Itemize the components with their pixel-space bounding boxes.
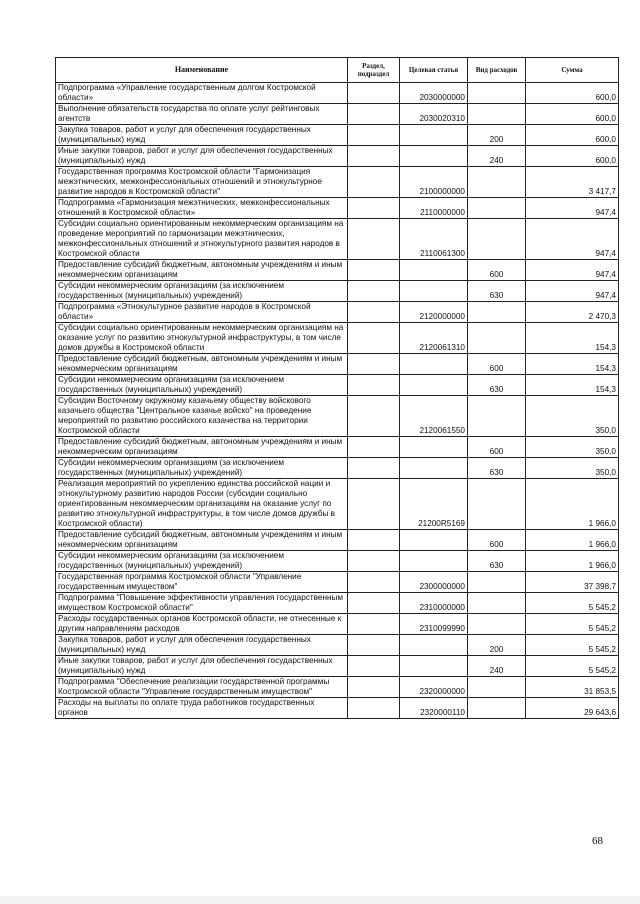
header-amount: Сумма xyxy=(526,58,619,83)
row-expense-type-cell: 200 xyxy=(468,635,526,656)
row-name-cell: Субсидии социально ориентированным некоммерческим организациям на оказание услуг по развитию этнокультурной инфраструктуры, в том числе домов дружбы в Костромской области xyxy=(56,323,348,354)
row-section-cell xyxy=(348,479,400,530)
row-name-cell: Субсидии некоммерческим организациям (за исключением государственных (муниципальных) учреждений) xyxy=(56,375,348,396)
row-name-cell: Предоставление субсидий бюджетным, автономным учреждениям и иным некоммерческим организациям xyxy=(56,354,348,375)
row-amount-cell: 947,4 xyxy=(526,219,619,260)
row-section-cell xyxy=(348,437,400,458)
row-expense-type-cell xyxy=(468,593,526,614)
row-section-cell xyxy=(348,458,400,479)
row-name-cell: Подпрограмма "Обеспечение реализации государственной программы Костромской области "Управление государственным имуществом" xyxy=(56,677,348,698)
row-expense-type-cell xyxy=(468,219,526,260)
row-expense-type-cell: 600 xyxy=(468,354,526,375)
header-expense-type: Вид расходов xyxy=(468,58,526,83)
row-name-cell: Подпрограмма «Управление государственным долгом Костромской области» xyxy=(56,83,348,104)
row-expense-type-cell xyxy=(468,83,526,104)
table-row xyxy=(56,677,619,698)
table-row xyxy=(56,260,619,281)
row-name-cell: Закупка товаров, работ и услуг для обеспечения государственных (муниципальных) нужд xyxy=(56,635,348,656)
row-amount-cell: 154,3 xyxy=(526,354,619,375)
row-name-cell: Выполнение обязательств государства по оплате услуг рейтинговых агентств xyxy=(56,104,348,125)
row-amount-cell: 1 966,0 xyxy=(526,479,619,530)
row-cost-item-cell: 2100000000 xyxy=(400,167,468,198)
header-section: Раздел, подраздел xyxy=(348,58,400,83)
row-amount-cell: 29 643,6 xyxy=(526,698,619,719)
header-name: Наименование xyxy=(56,58,348,83)
row-amount-cell: 5 545,2 xyxy=(526,593,619,614)
row-amount-cell: 154,3 xyxy=(526,323,619,354)
table-row xyxy=(56,281,619,302)
row-expense-type-cell: 600 xyxy=(468,437,526,458)
row-expense-type-cell xyxy=(468,698,526,719)
row-expense-type-cell xyxy=(468,572,526,593)
row-section-cell xyxy=(348,167,400,198)
row-expense-type-cell: 240 xyxy=(468,656,526,677)
table-row xyxy=(56,437,619,458)
table-row xyxy=(56,614,619,635)
row-amount-cell: 3 417,7 xyxy=(526,167,619,198)
table-row xyxy=(56,83,619,104)
row-amount-cell: 5 545,2 xyxy=(526,656,619,677)
row-amount-cell: 947,4 xyxy=(526,281,619,302)
row-cost-item-cell xyxy=(400,437,468,458)
row-cost-item-cell xyxy=(400,530,468,551)
row-amount-cell: 947,4 xyxy=(526,198,619,219)
row-cost-item-cell: 2030000000 xyxy=(400,83,468,104)
row-cost-item-cell: 2320000000 xyxy=(400,677,468,698)
table-header-row xyxy=(56,58,619,83)
row-expense-type-cell xyxy=(468,479,526,530)
row-amount-cell: 600,0 xyxy=(526,125,619,146)
row-name-cell: Предоставление субсидий бюджетным, автономным учреждениям и иным некоммерческим организациям xyxy=(56,437,348,458)
table-row xyxy=(56,635,619,656)
table-row xyxy=(56,198,619,219)
row-cost-item-cell: 2120061550 xyxy=(400,396,468,437)
row-cost-item-cell xyxy=(400,260,468,281)
row-section-cell xyxy=(348,104,400,125)
row-expense-type-cell: 600 xyxy=(468,530,526,551)
page-number: 68 xyxy=(592,835,603,847)
row-cost-item-cell: 2120061310 xyxy=(400,323,468,354)
row-amount-cell: 2 470,3 xyxy=(526,302,619,323)
row-cost-item-cell: 21200R5169 xyxy=(400,479,468,530)
row-section-cell xyxy=(348,677,400,698)
row-amount-cell: 5 545,2 xyxy=(526,614,619,635)
row-section-cell xyxy=(348,260,400,281)
row-cost-item-cell: 2310000000 xyxy=(400,593,468,614)
row-expense-type-cell xyxy=(468,614,526,635)
budget-table xyxy=(55,57,619,719)
row-cost-item-cell: 2310099990 xyxy=(400,614,468,635)
row-name-cell: Субсидии Восточному окружному казачьему обществу войскового казачьего общества "Центральное казачье войско" на проведение мероприятий по развитию российского казачества на территории Костромской области xyxy=(56,396,348,437)
row-cost-item-cell xyxy=(400,551,468,572)
row-section-cell xyxy=(348,530,400,551)
row-amount-cell: 5 545,2 xyxy=(526,635,619,656)
row-amount-cell: 600,0 xyxy=(526,146,619,167)
row-section-cell xyxy=(348,375,400,396)
row-expense-type-cell: 200 xyxy=(468,125,526,146)
table-row xyxy=(56,354,619,375)
row-amount-cell: 31 853,5 xyxy=(526,677,619,698)
table-body xyxy=(56,83,619,719)
row-name-cell: Подпрограмма «Этнокультурное развитие народов в Костромской области» xyxy=(56,302,348,323)
row-section-cell xyxy=(348,125,400,146)
row-expense-type-cell: 630 xyxy=(468,375,526,396)
row-section-cell xyxy=(348,572,400,593)
row-cost-item-cell xyxy=(400,281,468,302)
row-name-cell: Государственная программа Костромской области "Гармонизация межэтнических, межконфессиональных отношений и этнокультурное развитие народов в Костромской области" xyxy=(56,167,348,198)
row-name-cell: Субсидии некоммерческим организациям (за исключением государственных (муниципальных) учреждений) xyxy=(56,281,348,302)
header-cost-item: Целевая статья xyxy=(400,58,468,83)
table-row xyxy=(56,125,619,146)
row-cost-item-cell xyxy=(400,146,468,167)
row-expense-type-cell xyxy=(468,677,526,698)
row-expense-type-cell: 240 xyxy=(468,146,526,167)
table-row xyxy=(56,146,619,167)
row-cost-item-cell: 2300000000 xyxy=(400,572,468,593)
row-name-cell: Реализация мероприятий по укреплению единства российской нации и этнокультурному развитию народов России (субсидии социально ориентированным некоммерческим организациям на оказание услуг по развитию этнокультурной инфраструктуры, в том числе домов дружбы в Костромской области) xyxy=(56,479,348,530)
table-row xyxy=(56,323,619,354)
row-cost-item-cell xyxy=(400,375,468,396)
row-amount-cell: 350,0 xyxy=(526,437,619,458)
row-section-cell xyxy=(348,656,400,677)
row-cost-item-cell xyxy=(400,656,468,677)
scan-bottom-strip xyxy=(0,896,640,904)
row-name-cell: Субсидии некоммерческим организациям (за исключением государственных (муниципальных) учреждений) xyxy=(56,458,348,479)
table-row xyxy=(56,656,619,677)
table-row xyxy=(56,458,619,479)
row-expense-type-cell xyxy=(468,104,526,125)
table-row xyxy=(56,104,619,125)
row-amount-cell: 1 966,0 xyxy=(526,551,619,572)
row-section-cell xyxy=(348,635,400,656)
row-name-cell: Расходы государственных органов Костромской области, не отнесенные к другим направлениям расходов xyxy=(56,614,348,635)
row-expense-type-cell xyxy=(468,302,526,323)
table-row xyxy=(56,302,619,323)
row-name-cell: Подпрограмма "Повышение эффективности управления государственным имуществом Костромской области" xyxy=(56,593,348,614)
row-name-cell: Подпрограмма «Гармонизация межэтнических, межконфессиональных отношений в Костромской области» xyxy=(56,198,348,219)
table-row xyxy=(56,479,619,530)
row-section-cell xyxy=(348,354,400,375)
row-section-cell xyxy=(348,83,400,104)
row-section-cell xyxy=(348,551,400,572)
row-cost-item-cell xyxy=(400,354,468,375)
table-row xyxy=(56,572,619,593)
row-expense-type-cell xyxy=(468,323,526,354)
row-amount-cell: 600,0 xyxy=(526,104,619,125)
row-expense-type-cell xyxy=(468,167,526,198)
row-section-cell xyxy=(348,302,400,323)
table-row xyxy=(56,219,619,260)
row-cost-item-cell xyxy=(400,635,468,656)
row-amount-cell: 154,3 xyxy=(526,375,619,396)
table-row xyxy=(56,530,619,551)
table-row xyxy=(56,167,619,198)
table-row xyxy=(56,593,619,614)
row-expense-type-cell: 630 xyxy=(468,281,526,302)
row-section-cell xyxy=(348,323,400,354)
row-section-cell xyxy=(348,281,400,302)
row-cost-item-cell xyxy=(400,125,468,146)
row-amount-cell: 947,4 xyxy=(526,260,619,281)
row-section-cell xyxy=(348,219,400,260)
row-amount-cell: 37 398,7 xyxy=(526,572,619,593)
row-expense-type-cell xyxy=(468,396,526,437)
row-cost-item-cell xyxy=(400,458,468,479)
row-section-cell xyxy=(348,698,400,719)
row-name-cell: Субсидии социально ориентированным некоммерческим организациям на проведение мероприятий по гармонизации межэтнических, межконфессиональных отношений и этнокультурного развития народов в Костромской области xyxy=(56,219,348,260)
row-name-cell: Субсидии некоммерческим организациям (за исключением государственных (муниципальных) учреждений) xyxy=(56,551,348,572)
row-expense-type-cell xyxy=(468,198,526,219)
row-amount-cell: 350,0 xyxy=(526,396,619,437)
row-name-cell: Предоставление субсидий бюджетным, автономным учреждениям и иным некоммерческим организациям xyxy=(56,260,348,281)
row-amount-cell: 600,0 xyxy=(526,83,619,104)
row-name-cell: Иные закупки товаров, работ и услуг для обеспечения государственных (муниципальных) нужд xyxy=(56,146,348,167)
row-cost-item-cell: 2120000000 xyxy=(400,302,468,323)
table-row xyxy=(56,375,619,396)
row-name-cell: Предоставление субсидий бюджетным, автономным учреждениям и иным некоммерческим организациям xyxy=(56,530,348,551)
table-row xyxy=(56,551,619,572)
row-name-cell: Закупка товаров, работ и услуг для обеспечения государственных (муниципальных) нужд xyxy=(56,125,348,146)
row-section-cell xyxy=(348,146,400,167)
table-row xyxy=(56,396,619,437)
row-cost-item-cell: 2110000000 xyxy=(400,198,468,219)
row-expense-type-cell: 600 xyxy=(468,260,526,281)
row-section-cell xyxy=(348,198,400,219)
row-name-cell: Расходы на выплаты по оплате труда работников государственных органов xyxy=(56,698,348,719)
row-amount-cell: 350,0 xyxy=(526,458,619,479)
row-section-cell xyxy=(348,593,400,614)
row-amount-cell: 1 966,0 xyxy=(526,530,619,551)
row-expense-type-cell: 630 xyxy=(468,551,526,572)
row-cost-item-cell: 2030020310 xyxy=(400,104,468,125)
row-cost-item-cell: 2320000110 xyxy=(400,698,468,719)
row-name-cell: Государственная программа Костромской области "Управление государственным имуществом" xyxy=(56,572,348,593)
row-expense-type-cell: 630 xyxy=(468,458,526,479)
table-row xyxy=(56,698,619,719)
row-cost-item-cell: 2110061300 xyxy=(400,219,468,260)
row-section-cell xyxy=(348,396,400,437)
row-section-cell xyxy=(348,614,400,635)
row-name-cell: Иные закупки товаров, работ и услуг для обеспечения государственных (муниципальных) нужд xyxy=(56,656,348,677)
